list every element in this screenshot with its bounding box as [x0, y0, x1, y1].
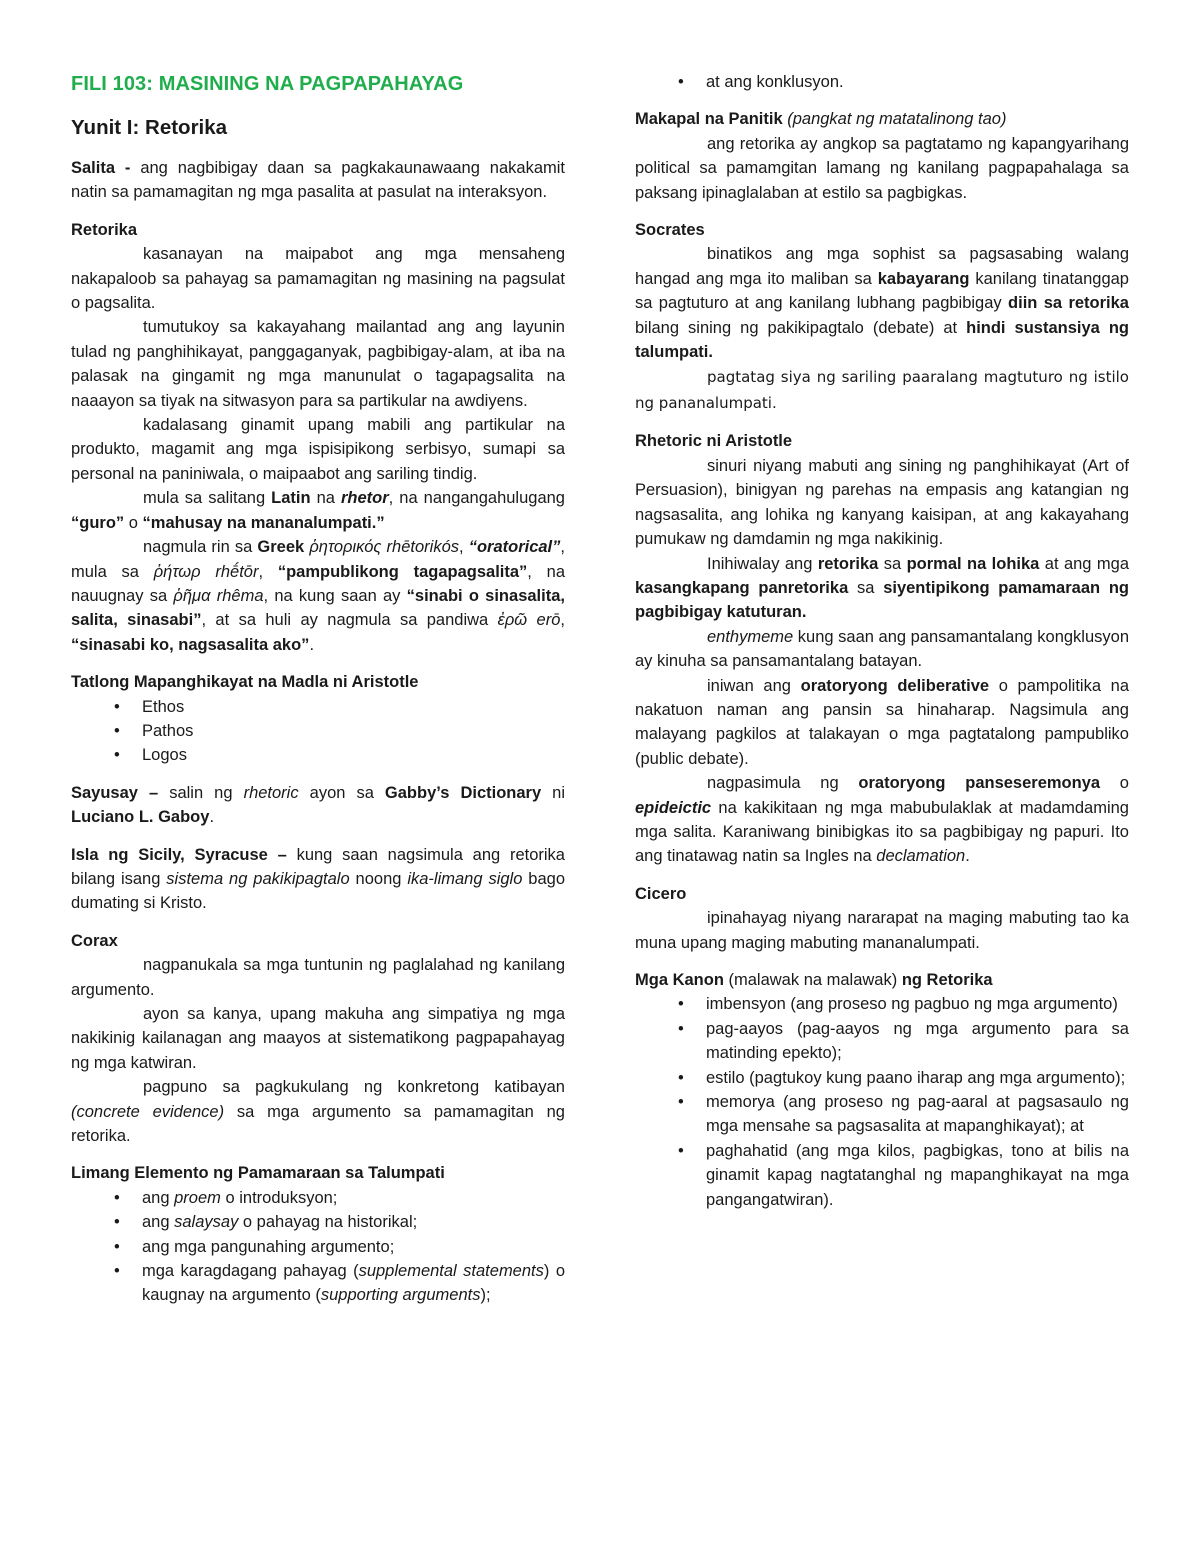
text-run: sa	[848, 578, 884, 597]
text-run: na	[310, 489, 341, 508]
cicero-heading: Cicero	[635, 884, 687, 903]
text-run: ni	[541, 783, 566, 802]
tatlong-heading: Tatlong Mapanghikayat na Madla ni Aristotle	[71, 673, 419, 692]
list-item-text: Pathos	[142, 721, 194, 740]
text-run: bago dumating si Kristo.	[71, 869, 566, 913]
list-item-text: pag-aayos (pag-aayos ng mga argumento para sa matinding epekto);	[706, 1019, 1129, 1063]
list-item	[635, 1139, 1129, 1212]
bullet-icon: •	[678, 1141, 684, 1160]
retorika-para-5	[71, 535, 565, 657]
kanon-section	[635, 968, 1129, 1212]
text-run: pagpuno sa pagkukulang ng konkretong katibayan	[143, 1078, 565, 1097]
text-run: na kakikitaan ng mga mabubulaklak at madamdaming mga salita. Karaniwang binibigkas ito sa pagbibigay ng papuri. Ito ang tinatawag natin sa Ingles na	[635, 798, 1129, 866]
socrates-para-1	[635, 242, 1129, 364]
left-column	[71, 70, 565, 1321]
text-run: “mahusay na mananalumpati.”	[142, 513, 385, 532]
bullet-icon: •	[114, 1237, 120, 1256]
text-run: ang mga pangunahing argumento;	[142, 1237, 395, 1256]
text-run: ῥῆμα rhêma	[173, 586, 264, 605]
text-run: hindi sustansiya ng talumpati.	[635, 318, 1129, 362]
list-item	[71, 719, 565, 743]
text-run: Luciano L. Gaboy	[71, 808, 210, 827]
aristotle-para-3	[635, 625, 1129, 674]
bullet-icon: •	[114, 697, 120, 716]
limang-section	[71, 1161, 565, 1307]
makapal-para-1: ang retorika ay angkop sa pagtatamo ng kapangyarihang political sa pamamgitan lamang ng kanilang pagpapahalaga sa paksang ipinaglalaban at estilo sa pagbigkas.	[635, 134, 1129, 202]
list-item-text: estilo (pagtukoy kung paano iharap ang mga argumento);	[706, 1068, 1126, 1087]
cicero-para-1: ipinahayag niyang nararapat na maging mabuting tao ka muna upang maging mabuting mananalumpati.	[635, 909, 1129, 952]
list-item	[71, 1235, 565, 1259]
aristotle-para-1: sinuri niyang mabuti ang sining ng panghihikayat (Art of Persuasion), binigyan ng parehas na empasis ang katangian ng nagsasalita, ang lohika ng kanyang kaisipan, at ang kakayahang pumukaw ng damdamin ng mga nakikinig.	[635, 456, 1129, 549]
text-run: ,	[459, 538, 469, 557]
text-run: Greek	[257, 538, 305, 557]
aristotle-section	[635, 429, 1129, 868]
salita-term: Salita -	[71, 159, 131, 177]
bullet-icon: •	[114, 746, 120, 765]
list-item-text: memorya (ang proseso ng pag-aaral at pagsasaulo ng mga mensahe sa pagsasalita at mapanghikayat); at	[706, 1093, 1129, 1136]
corax-section	[71, 929, 565, 1149]
text-run: “sinasabi ko, nagsasalita ako”	[71, 635, 310, 654]
aristotle-heading: Rhetoric ni Aristotle	[635, 432, 793, 451]
text-run: siyentipikong pamamaraan ng pagbibigay katuturan.	[635, 578, 1129, 622]
text-run: bilang sining ng pakikipagtalo (debate) at	[635, 318, 967, 337]
text-run: o	[1100, 774, 1129, 793]
text-run: .	[965, 847, 970, 866]
text-run: iniwan ang	[707, 676, 801, 695]
text-run: mga karagdagang pahayag (	[142, 1262, 359, 1281]
text-run: supplemental statements	[358, 1262, 544, 1281]
text-run: Latin	[271, 489, 311, 508]
text-run: oratoryong panseseremonya	[858, 774, 1101, 793]
text-run: , na nangangahulugang	[388, 489, 565, 508]
text-run: ῥητορικός rhētorikós	[304, 538, 459, 557]
text-run: epideictic	[635, 798, 712, 817]
kanon-list	[635, 992, 1129, 1212]
text-run: diin sa retorika	[1008, 294, 1129, 313]
text-run: ang	[142, 1188, 175, 1207]
corax-para-2: ayon sa kanya, upang makuha ang simpatiya ng mga nakikinig kailanagan ang maayos at sistematikong pagpapahayag ng mga katwiran.	[71, 1005, 565, 1072]
list-item-text: imbensyon (ang proseso ng pagbuo ng mga argumento)	[706, 995, 1118, 1014]
text-run: Mga Kanon	[635, 971, 724, 989]
list-item	[635, 1090, 1129, 1139]
text-run: mula sa salitang	[143, 489, 272, 508]
right-column	[635, 70, 1129, 1225]
text-run: binatikos ang mga sophist sa pagsasabing walang hangad ang mga ito maliban sa	[635, 245, 1129, 288]
text-run: enthymeme	[707, 627, 794, 646]
text-run: ng Retorika	[901, 971, 993, 989]
aristotle-para-4	[635, 674, 1129, 772]
text-run: o pahayag na historikal;	[238, 1213, 418, 1232]
sayusay-paragraph	[71, 781, 565, 830]
text-run: (concrete evidence)	[71, 1102, 225, 1121]
text-run: nagpasimula ng	[707, 774, 859, 793]
limang-list	[71, 1186, 565, 1308]
aristotle-para-5	[635, 771, 1129, 869]
list-item	[71, 1210, 565, 1234]
text-run: “pampublikong tagapagsalita”	[277, 562, 528, 581]
cicero-section	[635, 882, 1129, 955]
bullet-icon: •	[114, 1262, 120, 1281]
makapal-heading	[635, 107, 1129, 131]
text-run: ,	[258, 562, 278, 581]
list-item	[71, 1259, 565, 1308]
text-run: ἐρῶ erō	[497, 611, 561, 630]
text-run: );	[480, 1286, 491, 1305]
text-run: noong	[349, 869, 408, 888]
bullet-icon: •	[114, 1213, 120, 1232]
text-run: sa mga argumento sa pamamagitan ng retorika.	[71, 1102, 565, 1146]
bullet-icon: •	[114, 721, 120, 740]
retorika-section	[71, 218, 565, 657]
text-run: ,	[560, 611, 565, 630]
text-run: Isla ng Sicily, Syracuse –	[71, 845, 287, 864]
document-title: FILI 103: MASINING NA PAGPAPAHAYAG	[71, 73, 464, 95]
list-item	[71, 743, 565, 767]
unit-heading: Yunit I: Retorika	[71, 116, 228, 139]
text-run: ῥήτωρ rhḗtōr	[153, 562, 259, 581]
retorika-para-2: tumutukoy sa kakayahang mailantad ang ang layunin tulad ng panghihikayat, panggaganyak, pagbibigay-alam, at iba na palasak na gingamit ng mga manunulat o tagapagsalita na naaayon sa tiyak na sitwasyon para sa partikular na awdiyens.	[71, 318, 565, 410]
text-run: oratoryong deliberative	[800, 676, 990, 695]
text-run: kanilang tinatanggap sa pagtuturo at ang kanilang lubhang pagbibigay	[635, 269, 1129, 313]
retorika-para-1: kasanayan na maipabot ang mga mensaheng nakapaloob sa pahayag sa pamamagitan ng masining na pagsulat o pagsalita.	[71, 245, 565, 313]
text-run: ang	[142, 1213, 175, 1232]
bullet-icon: •	[114, 1188, 120, 1207]
limang-heading: Limang Elemento ng Pamamaraan sa Talumpati	[71, 1164, 445, 1183]
text-run: rhetor	[341, 489, 389, 508]
list-item	[635, 1066, 1129, 1090]
list-item	[71, 1186, 565, 1210]
text-run: Gabby’s Dictionary	[384, 783, 542, 802]
text-run: , at sa huli ay nagmula sa pandiwa	[201, 611, 498, 630]
text-run: Inihiwalay ang	[707, 554, 818, 573]
bullet-icon: •	[678, 1068, 684, 1087]
text-run: ) o kaugnay na argumento (	[142, 1262, 565, 1305]
text-run: o	[124, 513, 143, 532]
aristotle-para-2	[635, 552, 1129, 625]
retorika-para-4	[71, 486, 565, 535]
text-run: (pangkat ng matatalinong tao)	[787, 110, 1007, 129]
kanon-heading	[635, 968, 1129, 992]
text-run: retorika	[817, 554, 879, 573]
list-item	[635, 1017, 1129, 1066]
list-item	[635, 70, 1129, 94]
text-run: nagmula rin sa	[143, 538, 258, 557]
text-run: at ang konklusyon.	[706, 73, 844, 91]
text-run: , na kung saan ay	[263, 586, 407, 605]
text-run: sistema ng pakikipagtalo	[166, 869, 350, 888]
corax-para-1: nagpanukala sa mga tuntunin ng paglalahad ng kanilang argumento.	[71, 956, 565, 999]
retorika-para-3: kadalasang ginamit upang mabili ang partikular na produkto, magamit ang mga ispisipikong serbisyo, sumapi sa personal na paniniwala, o maipaabot ang sariling tindig.	[71, 416, 565, 483]
list-item-text: paghahatid (ang mga kilos, pagbigkas, tono at bilis na ginamit kapag nagtatanghal ng mapanghikayat na mga pangangatwiran).	[706, 1141, 1129, 1209]
text-run: Makapal na Panitik	[635, 110, 783, 129]
list-item	[71, 695, 565, 719]
list-item-text: Logos	[142, 746, 187, 765]
socrates-heading: Socrates	[635, 221, 705, 240]
bullet-icon: •	[678, 995, 684, 1014]
text-run: ayon sa	[298, 783, 385, 802]
corax-para-3	[71, 1075, 565, 1148]
limang-list-continued	[635, 70, 1129, 94]
text-run: Sayusay –	[71, 783, 159, 802]
text-run: ika-limang siglo	[407, 869, 523, 888]
text-run: “sinabi o sinasalita, salita, sinasabi”	[71, 586, 565, 630]
retorika-heading: Retorika	[71, 220, 138, 239]
text-run: .	[309, 635, 315, 654]
list-item-text: Ethos	[142, 697, 185, 716]
text-run: supporting arguments	[320, 1286, 481, 1305]
text-run: (malawak na malawak)	[723, 971, 902, 989]
salita-definition	[71, 156, 565, 205]
text-run: kung saan ang pansamantalang kongklusyon ay kinuha sa pansamantalang batayan.	[635, 627, 1129, 671]
salita-text: ang nagbibigay daan sa pagkakaunawaang nakakamit natin sa pamamagitan ng mga pasalita at pasulat na interaksyon.	[71, 159, 566, 202]
bullet-icon: •	[678, 1093, 684, 1112]
text-run: o introduksyon;	[220, 1188, 338, 1207]
socrates-para-2: pagtatag siya ng sariling paaralang magtuturo ng istilo ng pananalumpati.	[635, 368, 1129, 413]
text-run: , na nauugnay sa	[71, 562, 566, 605]
makapal-section	[635, 107, 1129, 205]
socrates-section	[635, 218, 1129, 416]
text-run: salaysay	[174, 1213, 239, 1232]
text-run: kung saan nagsimula ang retorika bilang isang	[71, 845, 565, 888]
text-run: o pampolitika na nakatuon naman ang pansin sa hinaharap. Nagsimula ang malayang pagkilos at talakayan o mga pagtatalong pampubliko (public debate).	[635, 676, 1129, 768]
text-run: at ang mga	[1039, 554, 1129, 573]
text-run: salin ng	[158, 783, 244, 802]
text-run: , mula sa	[71, 538, 565, 581]
text-run: pormal na lohika	[906, 554, 1040, 573]
tatlong-list	[71, 695, 565, 768]
bullet-icon: •	[678, 1019, 684, 1038]
bullet-icon: •	[678, 73, 684, 91]
text-run: rhetoric	[243, 783, 299, 802]
text-run: .	[209, 808, 215, 827]
tatlong-section	[71, 670, 565, 768]
text-run: proem	[174, 1188, 221, 1207]
text-run: declamation	[876, 847, 966, 866]
text-run: sa	[878, 554, 907, 573]
list-item	[635, 992, 1129, 1016]
text-run: “guro”	[71, 513, 125, 532]
isla-paragraph	[71, 843, 565, 916]
text-run: kasangkapang panretorika	[635, 578, 849, 597]
text-run: kabayarang	[877, 269, 970, 288]
text-run: “oratorical”	[468, 538, 561, 557]
corax-heading: Corax	[71, 931, 118, 950]
